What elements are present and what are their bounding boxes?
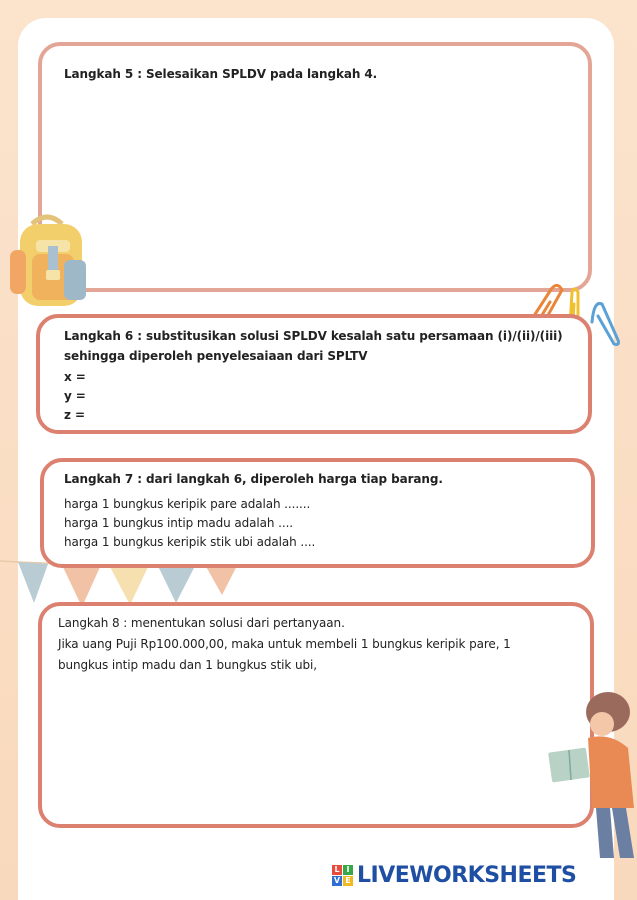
logo-block-v: V: [333, 875, 341, 885]
step6-y-label: y =: [64, 389, 86, 403]
liveworksheets-logo: [332, 860, 576, 890]
step7-item-keripik-pare: harga 1 bungkus keripik pare adalah .......: [64, 497, 311, 511]
step6-line1: Langkah 6 : substitusikan solusi SPLDV kesalah satu persamaan (i)/(ii)/(iii): [64, 329, 563, 343]
logo-blocks-icon: [332, 865, 353, 886]
logo-block-l: L: [332, 865, 342, 875]
girl-reading-illustration: [540, 688, 637, 858]
backpack-illustration: [2, 210, 98, 310]
step6-z-label: z =: [64, 408, 85, 422]
step7-title: Langkah 7 : dari langkah 6, diperoleh harga tiap barang.: [64, 472, 443, 486]
logo-block-e: E: [343, 876, 353, 886]
step6-line2: sehingga diperoleh penyelesaiaan dari SPLTV: [64, 349, 368, 363]
step8-line1: Jika uang Puji Rp100.000,00, maka untuk membeli 1 bungkus keripik pare, 1: [58, 637, 511, 651]
step5-title: Langkah 5 : Selesaikan SPLDV pada langkah 4.: [64, 67, 378, 81]
step8-title: Langkah 8 : menentukan solusi dari pertanyaan.: [58, 616, 345, 630]
step7-item-stik-ubi: harga 1 bungkus keripik stik ubi adalah ....: [64, 535, 316, 549]
step8-line2: bungkus intip madu dan 1 bungkus stik ubi,: [58, 658, 317, 672]
step6-x-label: x =: [64, 370, 86, 384]
logo-text: LIVEWORKSHEETS: [357, 862, 577, 888]
logo-block-i: I: [343, 865, 353, 875]
step8-card: [38, 602, 594, 828]
step7-item-intip-madu: harga 1 bungkus intip madu adalah ....: [64, 516, 293, 530]
